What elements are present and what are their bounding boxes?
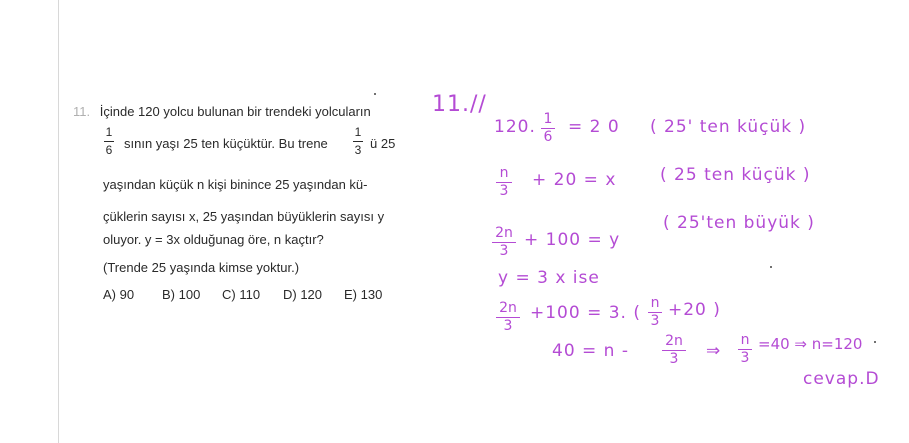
hw-l1-a: 120.	[494, 117, 536, 137]
question-note: (Trende 25 yaşında kimse yoktur.)	[103, 260, 300, 275]
question-line-3: yaşından küçük n kişi binince 25 yaşından kü-	[103, 177, 368, 192]
option-a: A) 90	[103, 287, 135, 302]
hw-l2-frac: n 3	[496, 166, 512, 199]
hw-l1-note: ( 25' ten küçük )	[650, 117, 807, 137]
question-line-1: 11. İçinde 120 yolcu bulunan bir trendeki yolcuların	[73, 104, 371, 119]
hw-l6-frac: 2n 3	[662, 334, 686, 367]
hw-l3-b: + 100 = y	[524, 230, 621, 250]
question-line-4: çüklerin sayısı x, 25 yaşından büyüklerin sayısı y	[103, 209, 385, 224]
hw-l3-note: ( 25'ten büyük )	[663, 213, 815, 233]
hw-l6-c: =40 ⇒ n=120	[758, 335, 863, 353]
hw-answer: cevap.D	[803, 369, 880, 389]
question-line-2a: sının yaşı 25 ten küçüktür. Bu trene	[124, 136, 328, 151]
hw-l4: y = 3 x ise	[498, 268, 600, 288]
page-edge-line	[58, 0, 59, 443]
fraction-one-sixth: 1 6	[105, 125, 113, 157]
option-b: B) 100	[162, 287, 201, 302]
hw-question-label: 11.//	[432, 92, 487, 117]
hw-l6-a: 40 = n -	[552, 341, 629, 361]
question-number: 11.	[73, 104, 91, 119]
hw-l1-b: = 2 0	[568, 117, 620, 137]
hw-l2-b: + 20 = x	[532, 170, 617, 190]
hw-l2-note: ( 25 ten küçük )	[660, 165, 811, 185]
hw-l3-frac: 2n 3	[492, 226, 516, 259]
hw-l5-b: +100 = 3. (	[530, 303, 641, 323]
speck	[374, 93, 376, 95]
speck	[874, 341, 876, 343]
hw-l6-frac2: n 3	[738, 333, 752, 366]
hw-l5-c: +20 )	[668, 300, 721, 320]
hw-l1-frac: 1 6	[541, 112, 555, 145]
hw-l5-frac: 2n 3	[496, 301, 520, 334]
option-c: C) 110	[222, 287, 261, 302]
hw-l5-frac2: n 3	[648, 296, 662, 329]
option-e: E) 130	[344, 287, 383, 302]
question-line-2b: ü 25	[370, 136, 396, 151]
hw-l6-arrow: ⇒	[706, 341, 722, 361]
speck	[770, 266, 772, 268]
question-line-5: oluyor. y = 3x olduğunag öre, n kaçtır?	[103, 232, 324, 247]
option-d: D) 120	[283, 287, 323, 302]
fraction-one-third: 1 3	[354, 125, 362, 157]
